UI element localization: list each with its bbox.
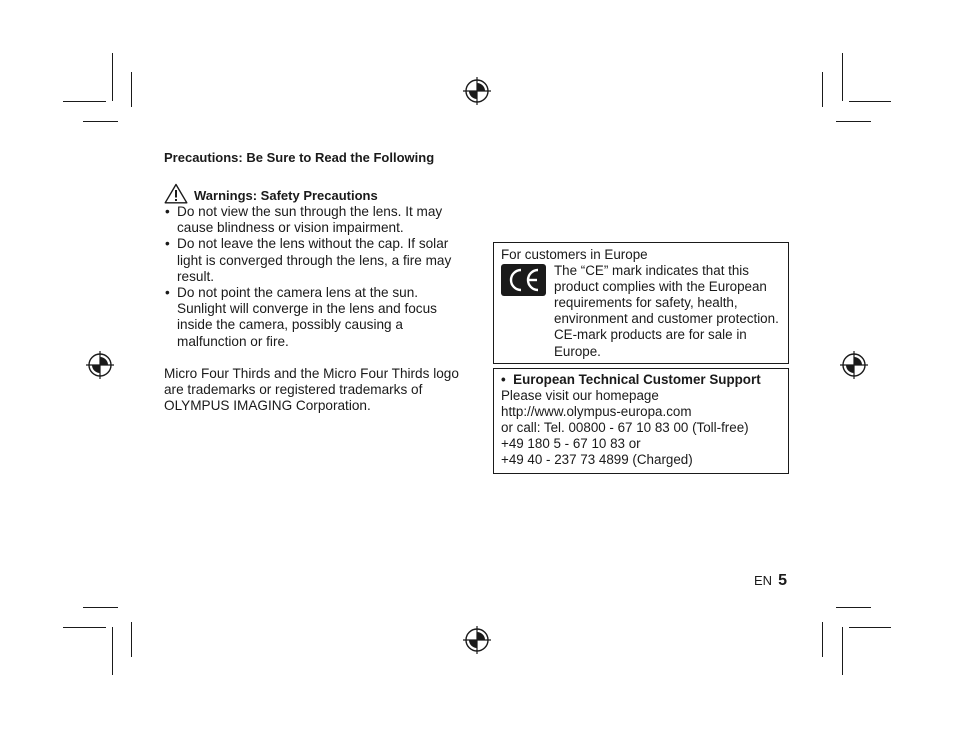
support-line: +49 40 - 237 73 4899 (Charged) [501, 452, 693, 468]
page-number-value: 5 [778, 572, 787, 589]
crop-mark [836, 121, 871, 122]
crop-mark [63, 101, 106, 102]
registration-mark-icon [86, 351, 114, 379]
crop-mark [63, 627, 106, 628]
crop-mark [849, 101, 891, 102]
crop-mark [822, 72, 823, 107]
europe-box-heading: For customers in Europe [501, 247, 648, 262]
list-item: • Do not view the sun through the lens. It may cause blindness or vision impairment. [164, 204, 464, 236]
page-lang: EN [754, 573, 773, 588]
registration-mark-icon [463, 77, 491, 105]
crop-mark [83, 607, 118, 608]
crop-mark [112, 53, 113, 101]
crop-mark [842, 53, 843, 101]
ce-row [501, 263, 781, 360]
trademark-notice: Micro Four Thirds and the Micro Four Thirds logo are trademarks or registered trademarks of OLYMPUS IMAGING Corporation. [164, 365, 459, 414]
list-item: • Do not leave the lens without the cap. If solar light is converged through the lens, a fire may result. [164, 236, 464, 285]
support-title: • European Technical Customer Support [501, 372, 761, 387]
crop-mark [842, 627, 843, 675]
europe-ce-box [493, 242, 789, 364]
support-line: +49 180 5 - 67 10 83 or [501, 436, 641, 452]
ce-description: The “CE” mark indicates that this product complies with the European requirements for safety, health, environment and customer protection. CE-mark products are for sale in Europe. [554, 263, 779, 359]
warning-triangle-icon [164, 183, 188, 204]
crop-mark [83, 121, 118, 122]
warnings-list [164, 204, 464, 350]
crop-mark [836, 607, 871, 608]
crop-mark [822, 622, 823, 657]
support-line: Please visit our homepage [501, 388, 659, 404]
warnings-title: Warnings: Safety Precautions [194, 188, 378, 203]
crop-mark [131, 72, 132, 107]
crop-mark [112, 627, 113, 675]
crop-mark [849, 627, 891, 628]
support-line: or call: Tel. 00800 - 67 10 83 00 (Toll-free) [501, 420, 749, 436]
support-url-link[interactable]: http://www.olympus-europa.com [501, 404, 692, 420]
support-title-text: European Technical Customer Support [513, 372, 761, 387]
registration-mark-icon [840, 351, 868, 379]
list-item: • Do not point the camera lens at the sun. Sunlight will converge in the lens and focus inside the camera, possibly causing a malfunction or fire. [164, 285, 464, 350]
precautions-section [164, 150, 464, 428]
page-number [754, 572, 787, 590]
support-box [493, 368, 789, 474]
ce-mark-icon [501, 264, 546, 296]
warnings-header [164, 183, 464, 204]
crop-mark [131, 622, 132, 657]
registration-mark-icon [463, 626, 491, 654]
section-heading: Precautions: Be Sure to Read the Following [164, 150, 435, 165]
